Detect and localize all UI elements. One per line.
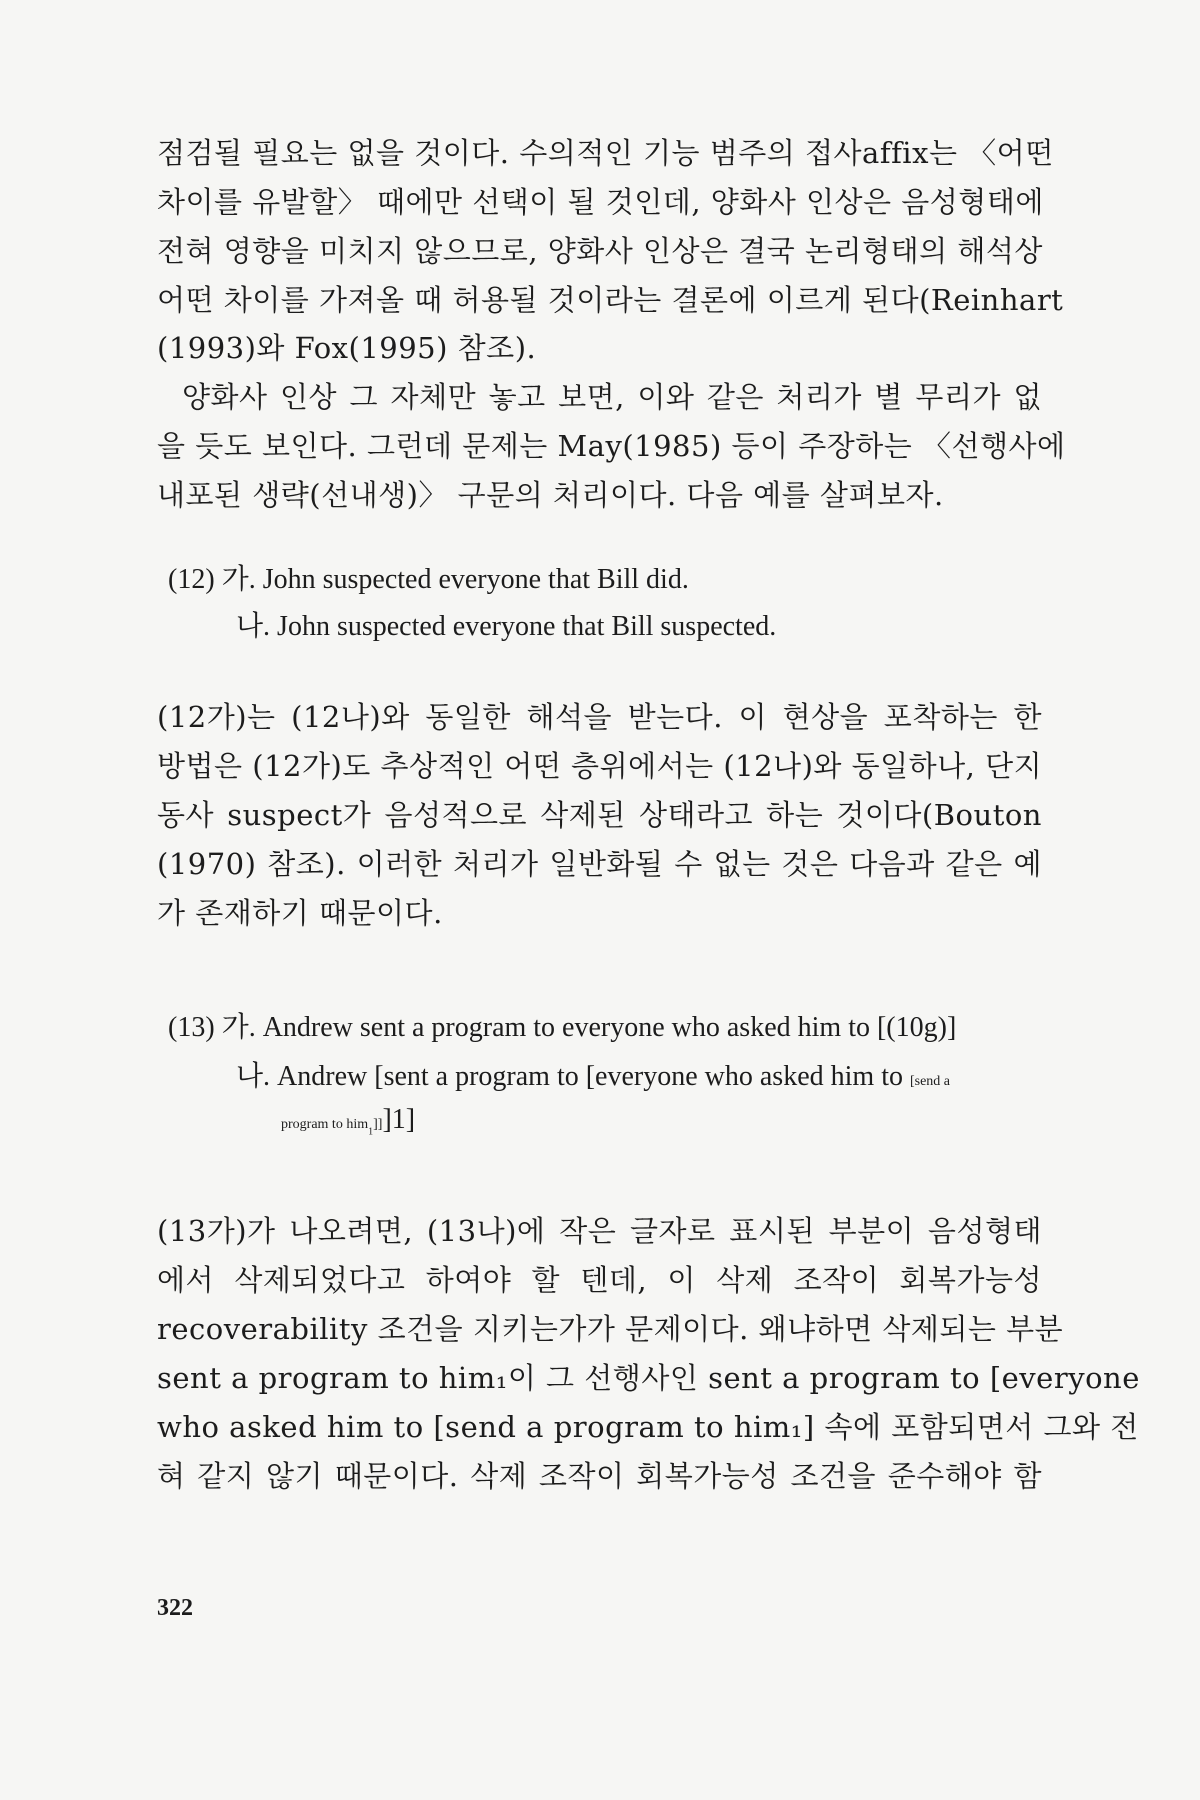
body-line: (13가)가 나오려면, (13나)에 작은 글자로 표시된 부분이 음성형태 [157, 1214, 1042, 1248]
small-deleted-text: program to him [281, 1117, 369, 1132]
body-line: 내포된 생략(선내생)〉 구문의 처리이다. 다음 예를 살펴보자. [157, 478, 944, 512]
body-line: 양화사 인상 그 자체만 놓고 보면, 이와 같은 처리가 별 무리가 없 [182, 380, 1042, 414]
body-line: recoverability 조건을 지키는가가 문제이다. 왜냐하면 삭제되는 부분 [157, 1312, 1064, 1346]
body-line: 동사 suspect가 음성적으로 삭제된 상태라고 하는 것이다(Bouton [157, 798, 1042, 832]
body-line: 혀 같지 않기 때문이다. 삭제 조작이 회복가능성 조건을 준수해야 함 [157, 1459, 1042, 1493]
body-line: (1970) 참조). 이러한 처리가 일반화될 수 없는 것은 다음과 같은 예 [157, 847, 1042, 881]
body-line: 가 존재하기 때문이다. [157, 896, 443, 930]
example-text: 나. Andrew [sent a program to [everyone who asked him to [236, 1061, 903, 1092]
page-number: 322 [157, 1595, 193, 1621]
body-line: 방법은 (12가)도 추상적인 어떤 층위에서는 (12나)와 동일하나, 단지 [157, 749, 1043, 783]
body-line: sent a program to him₁이 그 선행사인 sent a program to [everyone [157, 1361, 1140, 1395]
small-bracket: ]] [373, 1117, 383, 1132]
subscript: 1 [368, 1126, 374, 1138]
body-line: 에서 삭제되었다고 하여야 할 텐데, 이 삭제 조작이 회복가능성 [157, 1263, 1042, 1297]
body-line: (1993)와 Fox(1995) 참조). [157, 331, 537, 365]
example-line: (13) 가. Andrew sent a program to everyone who asked him to [(10g)] [168, 1012, 957, 1043]
body-line: 점검될 필요는 없을 것이다. 수의적인 기능 범주의 접사affix는 〈어떤 [157, 136, 1054, 170]
body-line: 차이를 유발할〉 때에만 선택이 될 것인데, 양화사 인상은 음성형태에 [157, 185, 1044, 219]
small-deleted-text: [send a [909, 1074, 951, 1089]
body-line: 을 듯도 보인다. 그런데 문제는 May(1985) 등이 주장하는 〈선행사에 [157, 429, 1066, 463]
closing-bracket: ]1] [382, 1104, 416, 1135]
body-line: (12가)는 (12나)와 동일한 해석을 받는다. 이 현상을 포착하는 한 [157, 700, 1042, 734]
example-line [236, 1057, 1042, 1097]
example-line: (12) 가. John suspected everyone that Bill did. [168, 564, 689, 595]
example-line: 나. John suspected everyone that Bill suspected. [236, 611, 777, 642]
body-line: 전혀 영향을 미치지 않으므로, 양화사 인상은 결국 논리형태의 해석상 [157, 234, 1043, 268]
example-line [281, 1100, 681, 1140]
body-line: 어떤 차이를 가져올 때 허용될 것이라는 결론에 이르게 된다(Reinhart [157, 283, 1064, 317]
body-line: who asked him to [send a program to him₁] 속에 포함되면서 그와 전 [157, 1410, 1139, 1444]
